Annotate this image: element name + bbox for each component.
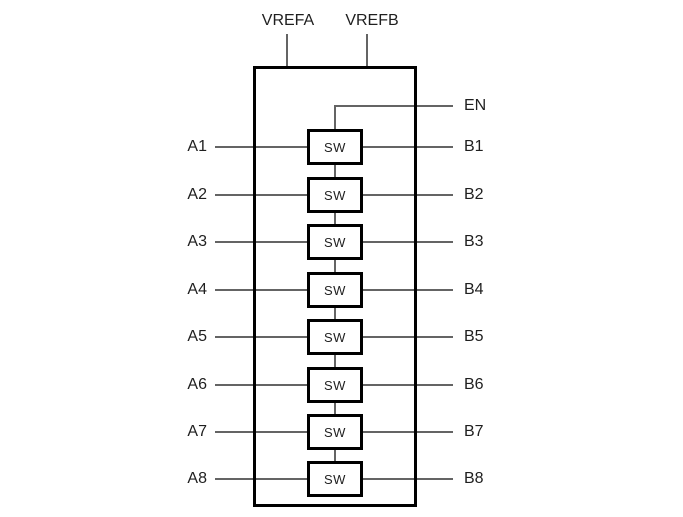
input-pin-label: A4 <box>187 281 207 298</box>
vrefa-pin-wire <box>286 34 288 66</box>
vrefb-pin-wire <box>366 34 368 66</box>
switch-label: SW <box>324 471 346 487</box>
switch-label: SW <box>324 234 346 250</box>
output-pin-label: B3 <box>464 233 484 250</box>
output-pin-label: B8 <box>464 470 484 487</box>
input-pin-label: A8 <box>187 470 207 487</box>
input-pin-label: A7 <box>187 423 207 440</box>
en-pin-label: EN <box>464 97 487 114</box>
vrefa-pin-label: VREFA <box>261 12 315 29</box>
switch-label: SW <box>324 282 346 298</box>
input-pin-label: A6 <box>187 376 207 393</box>
switch-label: SW <box>324 329 346 345</box>
output-pin-label: B2 <box>464 186 484 203</box>
output-pin-label: B7 <box>464 423 484 440</box>
input-pin-label: A3 <box>187 233 207 250</box>
input-pin-label: A5 <box>187 328 207 345</box>
input-pin-label: A1 <box>187 138 207 155</box>
ic-body-outline <box>253 66 417 507</box>
switch-label: SW <box>324 424 346 440</box>
switch-label: SW <box>324 377 346 393</box>
switch-label: SW <box>324 187 346 203</box>
output-pin-label: B1 <box>464 138 484 155</box>
output-pin-label: B5 <box>464 328 484 345</box>
input-pin-label: A2 <box>187 186 207 203</box>
output-pin-label: B4 <box>464 281 484 298</box>
vrefb-pin-label: VREFB <box>345 12 399 29</box>
output-pin-label: B6 <box>464 376 484 393</box>
switch-label: SW <box>324 139 346 155</box>
